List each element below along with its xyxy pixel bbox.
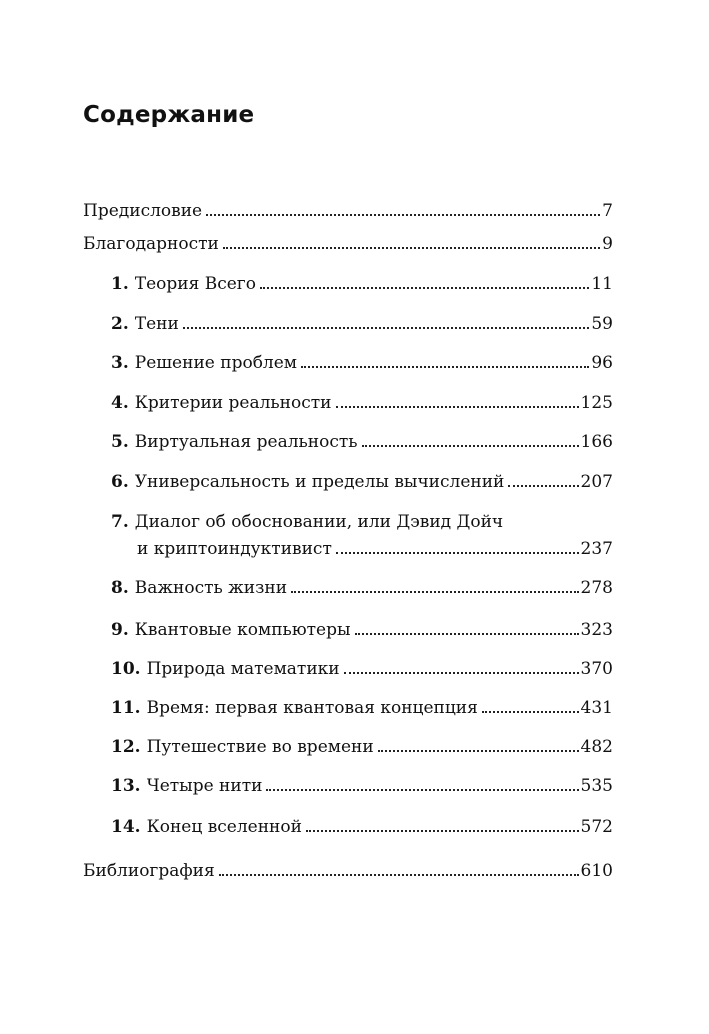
toc-entry-label: Предисловие <box>83 201 203 221</box>
toc-page-number: 370 <box>580 659 613 679</box>
toc-entry-chapter-14[interactable] <box>111 816 613 838</box>
dot-leader <box>291 591 578 593</box>
toc-entry-label: Благодарности <box>83 234 219 254</box>
toc-page-number: 572 <box>580 817 613 837</box>
toc-page-number: 207 <box>580 472 613 492</box>
toc-entry-label: Квантовые компьютеры <box>134 620 351 640</box>
toc-entry-chapter-8[interactable] <box>111 577 613 599</box>
toc-entry-label: Путешествие во времени <box>146 737 374 757</box>
toc-entry-chapter-1[interactable] <box>111 273 613 295</box>
toc-page-number: 610 <box>580 861 613 881</box>
toc-entry-label: Виртуальная реальность <box>134 432 358 452</box>
chapter-number: 11. <box>111 698 141 718</box>
dot-leader <box>362 445 579 447</box>
toc-page-number: 59 <box>591 314 613 334</box>
chapter-number: 6. <box>111 472 129 492</box>
chapter-number: 5. <box>111 432 129 452</box>
chapter-number: 7. <box>111 512 129 532</box>
chapter-number: 12. <box>111 737 141 757</box>
chapter-number: 3. <box>111 353 129 373</box>
toc-entry-label: Диалог об обосновании, или Дэвид Дойч <box>134 512 504 532</box>
toc-entry-label-continued: и криптоиндуктивист <box>137 539 332 559</box>
dot-leader <box>219 874 579 876</box>
dot-leader <box>482 711 579 713</box>
toc-entry-chapter-3[interactable] <box>111 352 613 374</box>
dot-leader <box>355 633 579 635</box>
chapter-number: 13. <box>111 776 141 796</box>
toc-entry-label: Важность жизни <box>134 578 288 598</box>
toc-page-number: 237 <box>580 539 613 559</box>
chapter-number: 14. <box>111 817 141 837</box>
toc-entry-preface[interactable] <box>83 200 613 222</box>
toc-entry-label: Время: первая квантовая концепция <box>146 698 478 718</box>
dot-leader <box>306 830 579 832</box>
toc-entry-chapter-13[interactable] <box>111 775 613 797</box>
toc-entry-acknowledgements[interactable] <box>83 233 613 255</box>
dot-leader <box>508 485 578 487</box>
chapter-number: 1. <box>111 274 129 294</box>
toc-entry-bibliography[interactable] <box>83 860 613 882</box>
toc-entry-label: Библиография <box>83 861 215 881</box>
toc-entry-label: Универсальность и пределы вычислений <box>134 472 505 492</box>
dot-leader <box>206 214 600 216</box>
toc-page-number: 535 <box>580 776 613 796</box>
toc-entry-label: Решение проблем <box>134 353 298 373</box>
toc-page-number: 278 <box>580 578 613 598</box>
chapter-number: 10. <box>111 659 141 679</box>
toc-entry-label: Конец вселенной <box>146 817 302 837</box>
chapter-number: 4. <box>111 393 129 413</box>
toc-page-number: 96 <box>591 353 613 373</box>
toc-page-number: 166 <box>580 432 613 452</box>
chapter-number: 2. <box>111 314 129 334</box>
dot-leader <box>266 789 578 791</box>
toc-entry-label: Природа математики <box>146 659 340 679</box>
chapter-number: 9. <box>111 620 129 640</box>
toc-entry-label: Критерии реальности <box>134 393 332 413</box>
toc-entry-chapter-12[interactable] <box>111 736 613 758</box>
page-title: Содержание <box>83 102 255 128</box>
dot-leader <box>183 327 590 329</box>
chapter-number: 8. <box>111 578 129 598</box>
dot-leader <box>223 247 600 249</box>
toc-page-number: 7 <box>602 201 613 221</box>
toc-entry-label: Четыре нити <box>146 776 263 796</box>
dot-leader <box>336 406 579 408</box>
toc-page-number: 323 <box>580 620 613 640</box>
toc-entry-chapter-6[interactable] <box>111 471 613 493</box>
toc-entry-chapter-10[interactable] <box>111 658 613 680</box>
dot-leader <box>378 750 579 752</box>
toc-entry-label: Теория Всего <box>134 274 256 294</box>
toc-entry-chapter-4[interactable] <box>111 392 613 414</box>
toc-entry-chapter-5[interactable] <box>111 431 613 453</box>
toc-page-number: 482 <box>580 737 613 757</box>
toc-entry-chapter-11[interactable] <box>111 697 613 719</box>
toc-entry-chapter-7[interactable] <box>111 511 613 560</box>
dot-leader <box>344 672 579 674</box>
toc-entry-label: Тени <box>134 314 179 334</box>
dot-leader <box>260 287 589 289</box>
toc-page-number: 11 <box>591 274 613 294</box>
toc-page-number: 431 <box>580 698 613 718</box>
toc-entry-chapter-9[interactable] <box>111 619 613 641</box>
dot-leader <box>336 552 579 554</box>
dot-leader <box>301 366 589 368</box>
toc-entry-chapter-2[interactable] <box>111 313 613 335</box>
toc-page-number: 9 <box>602 234 613 254</box>
toc-page-number: 125 <box>580 393 613 413</box>
